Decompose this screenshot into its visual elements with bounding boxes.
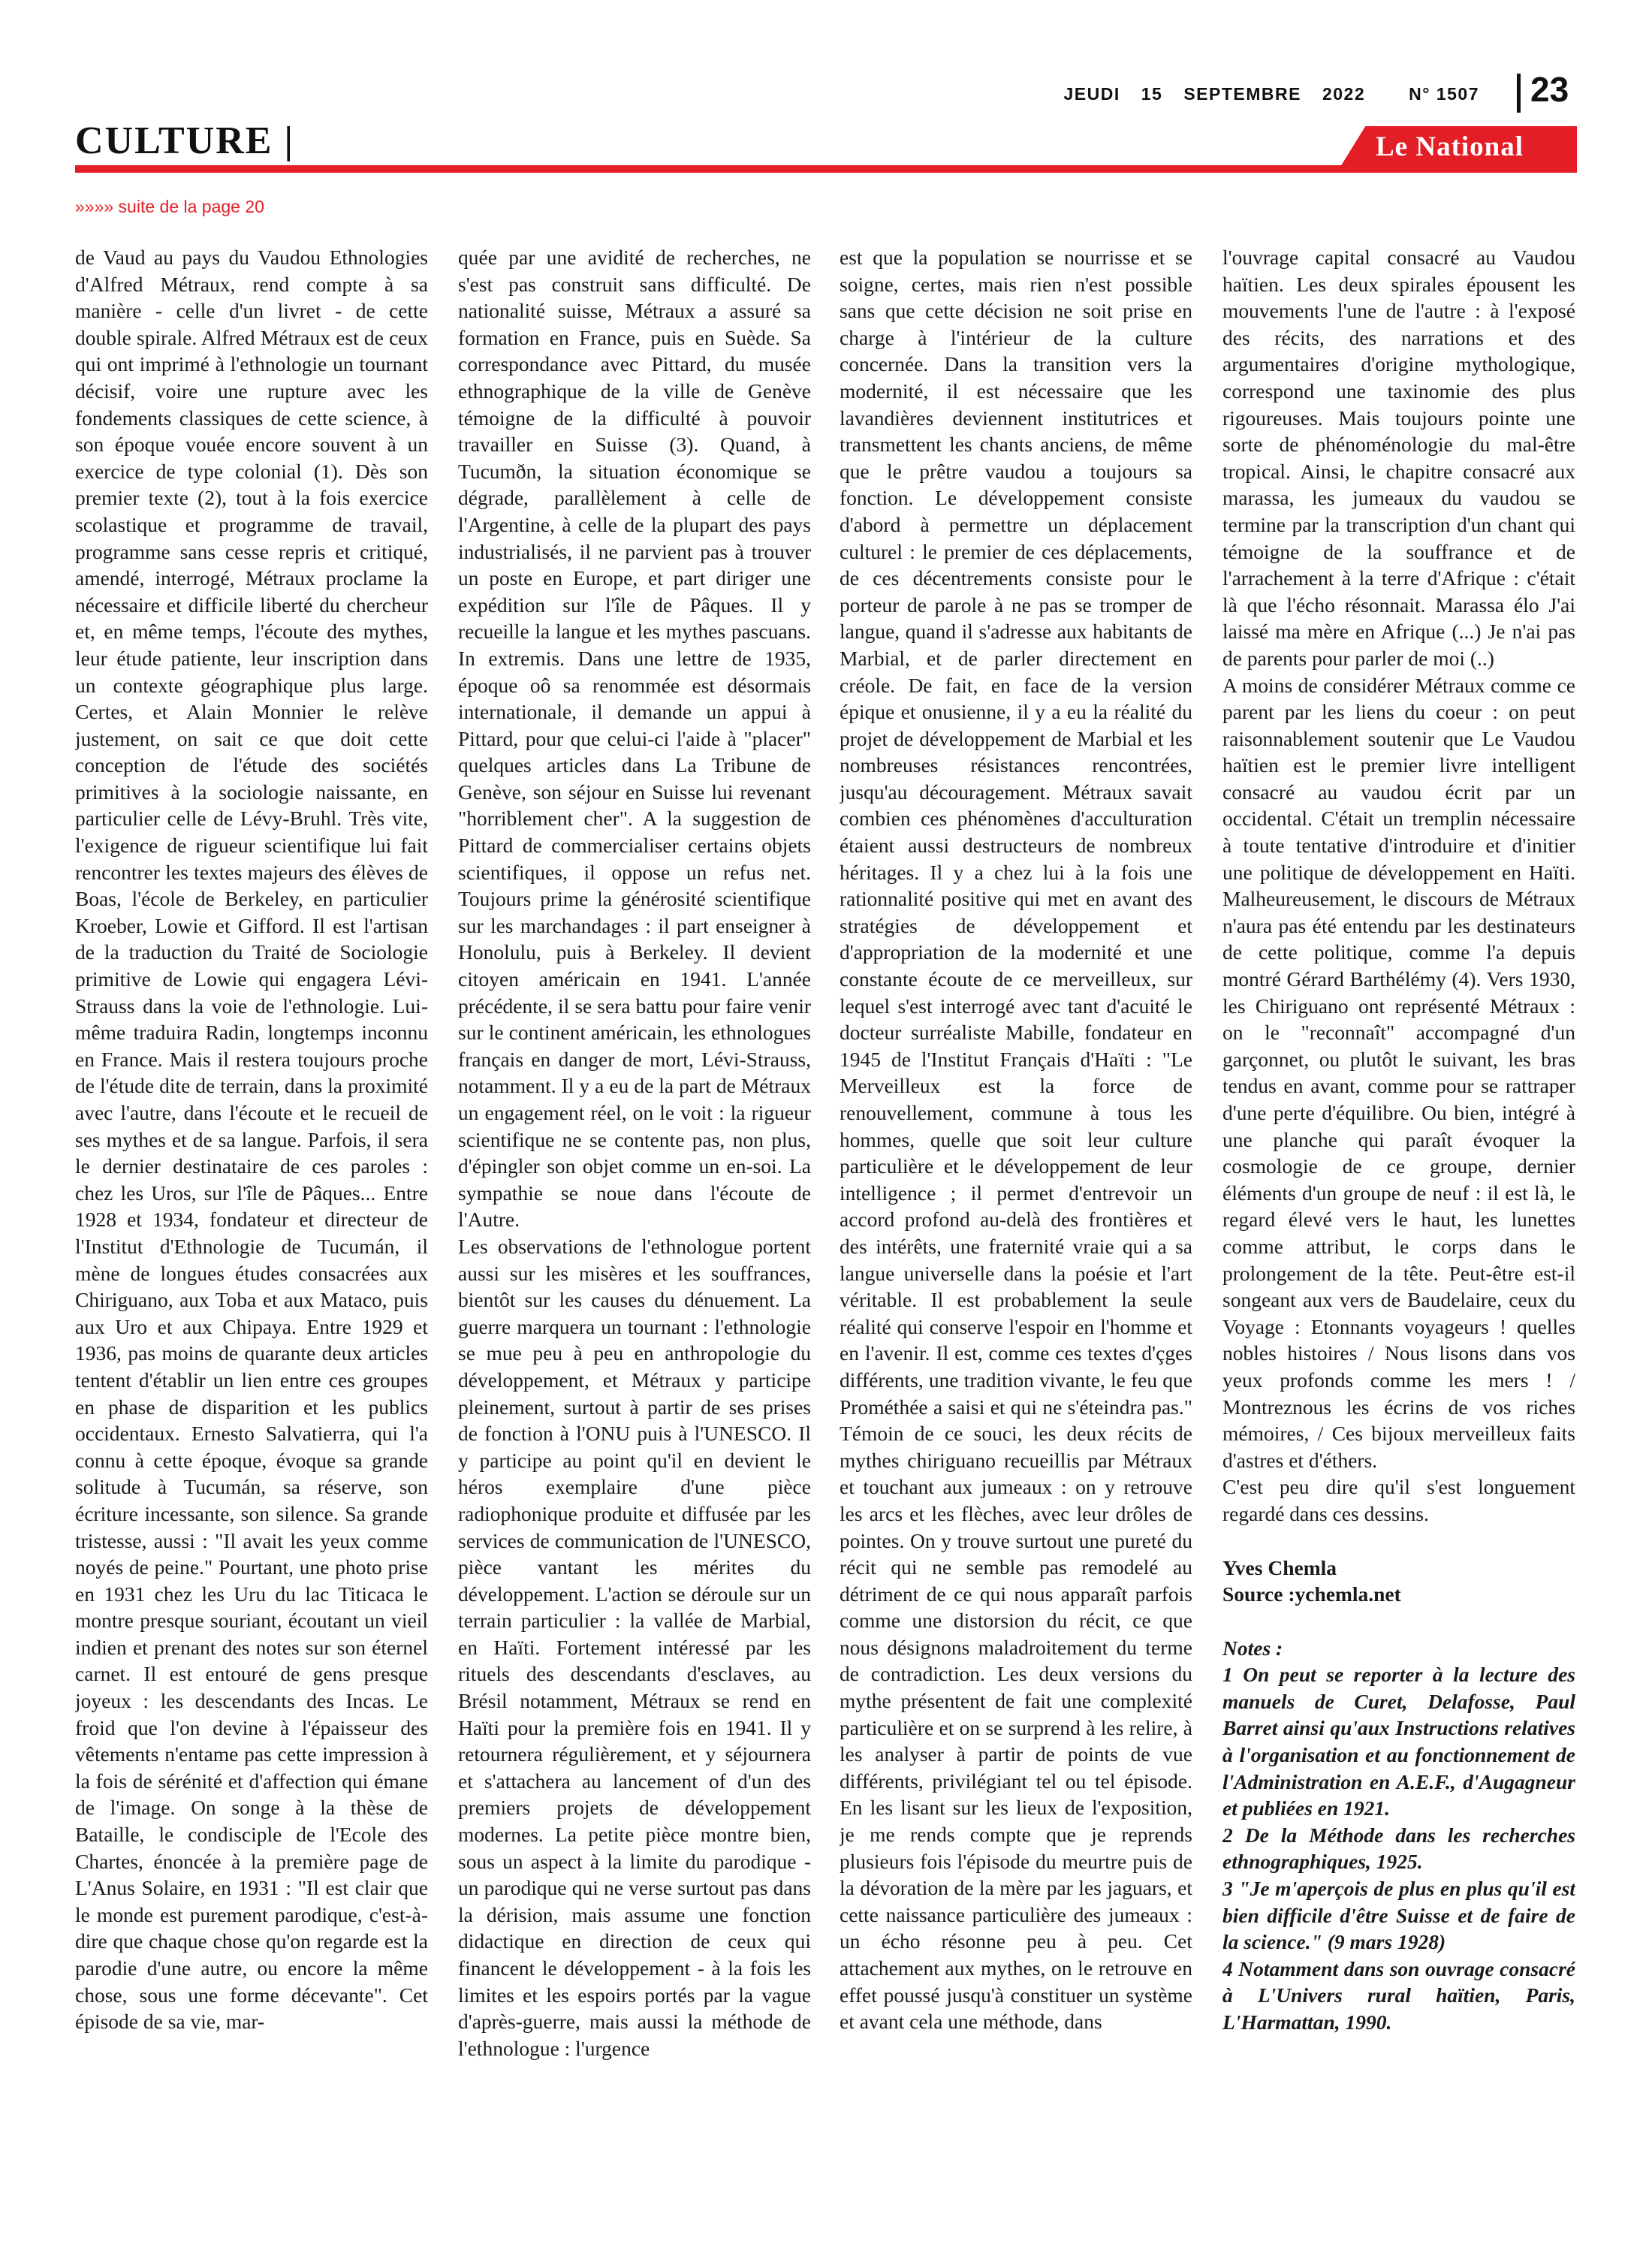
section-title: CULTURE |	[75, 119, 294, 162]
footnote: 2 De la Méthode dans les recherches ethnographiques, 1925.	[1222, 1823, 1575, 1874]
article-column-1	[75, 244, 428, 2227]
footnote: 4 Notamment dans son ouvrage consacré à L'Univers rural haïtien, Paris, L'Harmattan, 1990.	[1222, 1956, 1575, 2034]
paragraph: l'ouvrage capital consacré au Vaudou haïtien. Les deux spirales épousent les mouvements l'une de l'autre : à l'exposé des récits, des narrations et des argumentaires d'origine mythologique, correspond une taxinomie des plus rigoureuses. Mais toujours pointe une sorte de phénoménologie du mal-être tropical. Ainsi, le chapitre consacré aux marassa, les jumeaux du vaudou se termine par la transcription d'un chant qui témoigne de la souffrance et de l'arrachement à la terre d'Afrique : c'était là que l'écho résonnait. Marassa élo J'ai laissé ma mère en Afrique (...) Je n'ai pas de parents pour parler de moi (..)	[1222, 246, 1575, 670]
paragraph: Les observations de l'ethnologue portent aussi sur les misères et les souffrances, bientôt sur les causes du dénuement. La guerre marquera un tournant : l'ethnologie se mue peu à peu en anthropologie du développement, et Métraux y participe pleinement, surtout à partir de ses prises de fonction à l'ONU puis à l'UNESCO. Il y participe au point qu'il en devient le héros exemplaire d'une pièce radiophonique produite et diffusée par les services de communication de l'UNESCO, pièce vantant les mérites du développement. L'action se déroule sur un terrain particulier : la vallée de Marbial, en Haïti. Fortement intéressé par les rituels des descendants d'esclaves, au Brésil notamment, Métraux se rend en Haïti pour la première fois en 1941. Il y retournera régulièrement, et y séjournera et s'attachera au lancement of d'un des premiers projets de développement modernes. La petite pièce montre bien, sous un aspect à la limite du parodique - un parodique qui ne verse surtout pas dans la dérision, mais assume une fonction didactique en direction de ceux qui financent le développement - à la fois les limites et les espoirs portés par la vague d'après-guerre, mais aussi la méthode de l'ethnologue : l'urgence	[458, 1234, 811, 2060]
header-rule	[75, 165, 1577, 173]
paragraph: est que la population se nourrisse et se soigne, certes, mais rien n'est possible sans que cette décision ne soit prise en charge à l'intérieur de la culture concernée. Dans la transition vers la modernité, il est nécessaire que les lavandières deviennent institutrices et transmettent les chants anciens, de même que le prêtre vaudou a toujours sa fonction. Le développement consiste d'abord à permettre un déplacement culturel : le premier de ces déplacements, de ces décentrements consiste pour le porteur de parole à ne pas se tromper de langue, quand il s'adresse aux habitants de Marbial, et de parler directement en créole. De fait, en face de la version épique et onusienne, il y a eu la réalité du projet de développement de Marbial et les nombreuses résistances rencontrées, jusqu'au découragement. Métraux savait combien ces phénomènes d'acculturation étaient aussi destructeurs de nombreux héritages. Il y a chez lui à la fois une rationnalité positive qui met en avant des stratégies de développement et d'appropriation de la modernité et une constante écoute de ce merveilleux, sur lequel s'est interrogé avec tant d'acuité le docteur surréaliste Mabille, fondateur en 1945 de l'Institut Français d'Haïti : "Le Merveilleux est la force de renouvellement, commune à tous les hommes, quelle que soit leur culture particulière et le développement de leur intelligence ; il permet d'entrevoir un accord profond au-delà des frontières et des intérêts, une fraternité vraie qui a sa langue universelle dans la poésie et l'art véritable. Il est probablement la seule réalité qui conserve l'espoir en l'homme et en l'avenir. Il est, comme ces textes d'çges différents, une tradition vivante, le feu que Prométhée a saisi et qui ne s'éteindra pas." Témoin de ce souci, les deux récits de mythes chiriguano recueillis par Métraux et touchant aux jumeaux : on y retrouve les arcs et les flèches, avec leur drôles de pointes. On y trouve surtout une pureté du récit qui ne semble pas remodelé au détriment de ce qui nous apparaît parfois comme une distorsion du récit, ce que nous désignons maladroitement du terme de contradiction. Les deux versions du mythe présentent de fait une complexité particulière et on se surprend à les relire, à les analyser à partir de points de vue différents, privilégiant tel ou tel épisode. En les lisant sur les lieux de l'exposition, je me rends compte que je reprends plusieurs fois l'épisode du meurtre puis de la dévoration de la mère par les jaguars, et cette naissance particulière des jumeaux : un écho résonne peu à peu. Cet attachement aux mythes, on le retrouve en effet poussé jusqu'à constituer un système et avant cela une méthode, dans	[840, 246, 1192, 2034]
newspaper-name: Le National	[1376, 131, 1524, 162]
page-number: 23	[1530, 70, 1569, 109]
page-number-divider	[1517, 74, 1521, 113]
dateline	[1063, 84, 1479, 104]
notes-heading: Notes :	[1222, 1636, 1283, 1660]
date-day: JEUDI	[1063, 84, 1120, 104]
paragraph: quée par une avidité de recherches, ne s'est pas construit sans difficulté. De nationalité suisse, Métraux a assuré sa formation en France, puis en Suède. Sa correspondance avec Pittard, du musée ethnographique de la ville de Genève témoigne de la difficulté à pouvoir travailler en Suisse (3). Quand, à Tucumðn, la situation économique se dégrade, parallèlement à celle de l'Argentine, à celle de la plupart des pays industrialisés, il ne parvient pas à trouver un poste en Europe, et part diriger une expédition sur l'île de Pâques. Il y recueille la langue et les mythes pascuans. In extremis. Dans une lettre de 1935, époque oô sa renommée est désormais internationale, il demande un appui à Pittard, pour que celui-ci l'aide à "placer" quelques articles dans La Tribune de Genève, son séjour en Suisse lui revenant "horriblement cher". A la suggestion de Pittard de commercialiser certains objets scientifiques, il oppose un refus net. Toujours prime la générosité scientifique sur les marchandages : il part enseigner à Honolulu, puis à Berkeley. Il devient citoyen américain en 1941. L'année précédente, il se sera battu pour faire venir sur le continent américain, les ethnologues français en danger de mort, Lévi-Strauss, notamment. Il y a eu de la part de Métraux un engagement réel, on le voit : la rigueur scientifique ne se contente pas, non plus, d'épingler son objet comme un en-soi. La sympathie se noue dans l'écoute de l'Autre.	[458, 246, 811, 1232]
paragraph: C'est peu dire qu'il s'est longuement regardé dans ces dessins.	[1222, 1475, 1575, 1525]
footnote: 1 On peut se reporter à la lecture des manuels de Curet, Delafosse, Paul Barret ainsi qu'aux Instructions relatives à l'organisation et au fonctionnement de l'Administration en A.E.F., d'Augagneur et publiées en 1921.	[1222, 1663, 1575, 1820]
page-header	[0, 0, 1652, 180]
date-month: SEPTEMBRE	[1183, 84, 1301, 104]
article-column-4	[1222, 244, 1575, 2227]
article-column-3	[840, 244, 1192, 2227]
date-year: 2022	[1322, 84, 1366, 104]
article-column-2	[458, 244, 811, 2227]
continued-from-link[interactable]: »»»» suite de la page 20	[75, 197, 264, 216]
article-source: Source :ychemla.net	[1222, 1582, 1401, 1606]
article-body	[75, 244, 1577, 2227]
issue-number: N° 1507	[1409, 84, 1479, 104]
footnote: 3 "Je m'aperçois de plus en plus qu'il est bien difficile d'être Suisse et de faire de la science." (9 mars 1928)	[1222, 1877, 1575, 1954]
footnotes	[1222, 1635, 1575, 2036]
paragraph: de Vaud au pays du Vaudou Ethnologies d'Alfred Métraux, rend compte à sa manière - celle d'un livret - de cette double spirale. Alfred Métraux est de ceux qui ont imprimé à l'ethnologie un tournant décisif, voire une rupture avec les fondements classiques de cette science, à son époque vouée encore souvent à un exercice de type colonial (1). Dès son premier texte (2), tout à la fois exercice scolastique et programme de travail, programme sans cesse repris et critiqué, amendé, interrogé, Métraux proclame la nécessaire et difficile liberté du chercheur et, en même temps, l'écoute des mythes, leur étude patiente, leur inscription dans un contexte géographique plus large. Certes, et Alain Monnier le relève justement, on sait ce que doit cette conception de l'étude des sociétés primitives à la sociologie naissante, en particulier celle de Lévy-Bruhl. Très vite, l'exigence de rigueur scientifique lui fait rencontrer les textes majeurs des élèves de Boas, l'école de Berkeley, en particulier Kroeber, Lowie et Gifford. Il est l'artisan de la traduction du Traité de Sociologie primitive de Lowie qui engagera Lévi-Strauss dans la voie de l'ethnologie. Lui-même traduira Radin, longtemps inconnu en France. Mais il restera toujours proche de l'étude dite de terrain, dans la proximité avec l'autre, dans l'écoute et le recueil de ses mythes et de sa langue. Parfois, il sera le dernier destinataire de ces paroles : chez les Uros, sur l'île de Pâques... Entre 1928 et 1934, fondateur et directeur de l'Institut d'Ethnologie de Tucumán, il mène de longues études consacrées aux Chiriguano, aux Toba et aux Mataco, puis aux Uro et aux Chipaya. Entre 1929 et 1936, pas moins de quarante deux articles tentent d'établir un lien entre ces groupes en phase de disparition et les publics occidentaux. Ernesto Salvatierra, qui l'a connu à cette époque, évoque sa grande solitude à Tucumán, sa réserve, son écriture incessante, son silence. Sa grande tristesse, aussi : "Il avait les yeux comme noyés de peine." Pourtant, une photo prise en 1931 chez les Uru du lac Titicaca le montre presque souriant, écoutant un vieil indien et prenant des notes sur son éternel carnet. Il est entouré de gens presque joyeux : les descendants des Incas. Le froid que l'on devine à l'épaisseur des vêtements n'entame pas cette impression à la fois de sérénité et d'affection qui émane de l'image. On songe à la thèse de Bataille, le condisciple de l'Ecole des Chartes, énoncée à la première page de L'Anus Solaire, en 1931 : "Il est clair que le monde est purement parodique, c'est-à-dire que chaque chose qu'on regarde est la parodie d'une autre, ou encore la même chose, sous une forme décevante". Cet épisode de sa vie, mar-	[75, 246, 428, 2034]
date-number: 15	[1141, 84, 1163, 104]
paragraph: A moins de considérer Métraux comme ce parent par les liens du coeur : on peut raisonnablement soutenir que Le Vaudou haïtien est le premier livre intelligent consacré au vaudou écrit par un occidental. C'était un tremplin nécessaire à toute tentative d'introduire et d'initier une politique de développement en Haïti. Malheureusement, le discours de Métraux n'aura pas été entendu par les destinateurs de cette politique, comme l'a depuis montré Gérard Barthélémy (4). Vers 1930, les Chiriguano ont représenté Métraux : on le "reconnaît" accompagné d'un garçonnet, ou plutôt le suivant, les bras tendus en avant, comme pour se rattraper d'une perte d'équilibre. Ou bien, intégré à une planche qui paraît évoquer la cosmologie de ce groupe, dernier éléments d'un groupe de neuf : il est là, le regard élevé vers le haut, les lunettes comme attribut, le corps dans le prolongement de la tête. Peut-être est-il songeant aux vers de Baudelaire, ceux du Voyage : Etonnants voyageurs ! quelles nobles histoires / Nous lisons dans vos yeux profonds comme les mers ! / Montreznous les écrins de vos riches mémoires, / Ces bijoux merveilleux faits d'astres et d'éthers.	[1222, 673, 1575, 1472]
author-name: Yves Chemla	[1222, 1555, 1337, 1579]
